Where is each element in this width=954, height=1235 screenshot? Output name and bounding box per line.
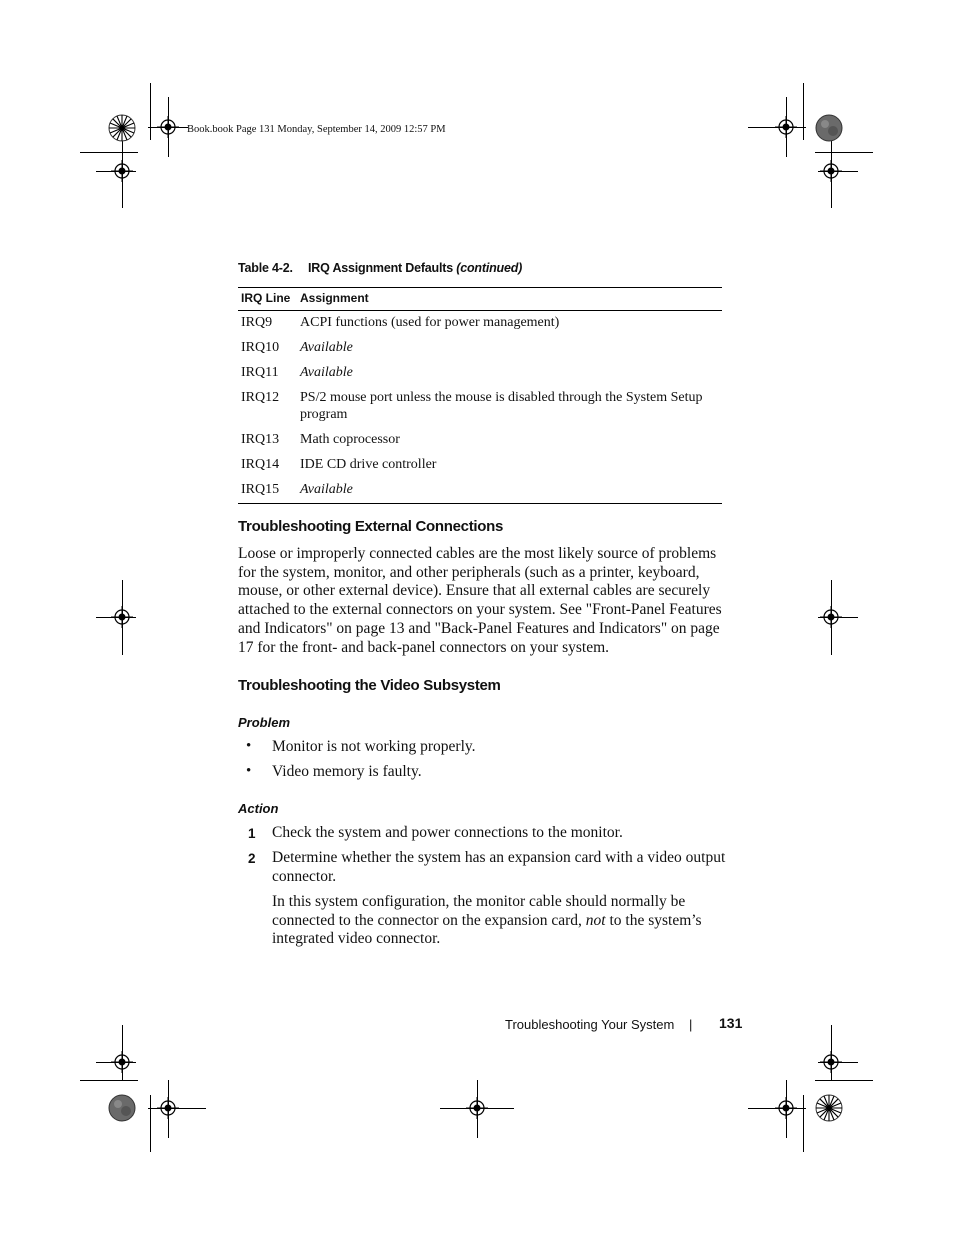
- crop-line: [150, 1095, 151, 1152]
- note-text: to the system’s integrated video connector.: [272, 911, 702, 948]
- note-text: In this system configuration, the monitor cable should normally be connected to the connector on the expansion card,: [272, 893, 686, 929]
- calibration-star-icon: [108, 114, 136, 142]
- step-number: 1: [248, 826, 256, 841]
- problem-item: Monitor is not working properly.: [272, 738, 476, 755]
- irq-cell: IRQ12: [241, 390, 280, 405]
- step-note: [272, 893, 722, 949]
- assignment-cell: Available: [297, 478, 722, 504]
- crop-line: [803, 83, 804, 140]
- irq-cell: IRQ10: [241, 340, 280, 355]
- crop-line: [80, 1080, 138, 1081]
- assignment-cell: Available: [300, 365, 353, 380]
- crop-line: [80, 152, 138, 153]
- table-row: [238, 361, 722, 386]
- irq-cell: IRQ13: [241, 432, 280, 447]
- calibration-gray-icon: [815, 114, 843, 142]
- step-text: Determine whether the system has an expansion card with a video output connector.: [272, 849, 726, 885]
- print-header-stamp: Book.book Page 131 Monday, September 14, 2009 12:57 PM: [187, 124, 446, 135]
- irq-cell: IRQ11: [241, 365, 279, 380]
- registration-target-icon: [820, 606, 842, 628]
- table-header-row: [238, 288, 722, 311]
- registration-target-icon: [157, 1097, 179, 1119]
- registration-target-icon: [820, 1051, 842, 1073]
- table-caption: [238, 261, 522, 275]
- irq-cell: IRQ15: [238, 478, 297, 504]
- page-number: 131: [719, 1015, 743, 1031]
- column-header-irq-line: IRQ Line: [238, 288, 297, 311]
- assignment-cell: ACPI functions (used for power management): [300, 315, 560, 330]
- section-heading-external-connections: Troubleshooting External Connections: [238, 518, 504, 535]
- table-row: [238, 336, 722, 361]
- calibration-gray-icon: [108, 1094, 136, 1122]
- table-row: [238, 311, 722, 337]
- table-row: [238, 428, 722, 453]
- step-text: Check the system and power connections to the monitor.: [272, 824, 623, 841]
- section-heading-video-subsystem: Troubleshooting the Video Subsystem: [238, 677, 501, 694]
- assignment-cell: Math coprocessor: [300, 432, 400, 447]
- registration-target-icon: [820, 160, 842, 182]
- crop-line: [815, 152, 873, 153]
- assignment-cell: Available: [300, 340, 353, 355]
- calibration-star-icon: [815, 1094, 843, 1122]
- action-label: Action: [238, 801, 279, 816]
- registration-target-icon: [157, 116, 179, 138]
- problem-label: Problem: [238, 715, 291, 730]
- table-row: [238, 386, 722, 428]
- table-caption-title: IRQ Assignment Defaults: [308, 261, 453, 275]
- table-caption-number: Table 4-2.: [238, 261, 293, 275]
- problem-item: Video memory is faulty.: [272, 763, 422, 780]
- registration-target-icon: [111, 1051, 133, 1073]
- bullet-glyph: •: [246, 763, 252, 779]
- crop-line: [815, 1080, 873, 1081]
- table-row: [238, 478, 722, 504]
- footer-separator: |: [689, 1017, 693, 1032]
- bullet-glyph: •: [246, 738, 252, 754]
- note-emphasis: not: [585, 911, 606, 929]
- table-row: [238, 453, 722, 478]
- registration-target-icon: [111, 160, 133, 182]
- table-caption-continued: (continued): [456, 261, 523, 275]
- irq-assignment-table: [238, 287, 722, 504]
- assignment-cell: IDE CD drive controller: [300, 457, 437, 472]
- footer-chapter-title: Troubleshooting Your System: [505, 1017, 675, 1032]
- registration-target-icon: [111, 606, 133, 628]
- registration-target-icon: [775, 116, 797, 138]
- registration-target-icon: [466, 1097, 488, 1119]
- step-number: 2: [248, 851, 256, 866]
- crop-line: [150, 83, 151, 140]
- irq-cell: IRQ14: [241, 457, 280, 472]
- irq-cell: IRQ9: [241, 315, 273, 330]
- registration-target-icon: [775, 1097, 797, 1119]
- assignment-cell: PS/2 mouse port unless the mouse is disabled through the System Setup program: [300, 390, 703, 422]
- crop-line: [803, 1095, 804, 1152]
- column-header-assignment: Assignment: [297, 288, 722, 311]
- external-connections-paragraph: Loose or improperly connected cables are the most likely source of problems for the system, monitor, and other peripherals (such as a printer, keyboard, mouse, or other external device). Ensure that all external cables are securely attached to the external connectors on your system. See "Front-Panel Features and Indicators" on page 13 and "Back-Panel Features and Indicators" on page 17 for the front- and back-panel connectors on your system.: [238, 545, 722, 656]
